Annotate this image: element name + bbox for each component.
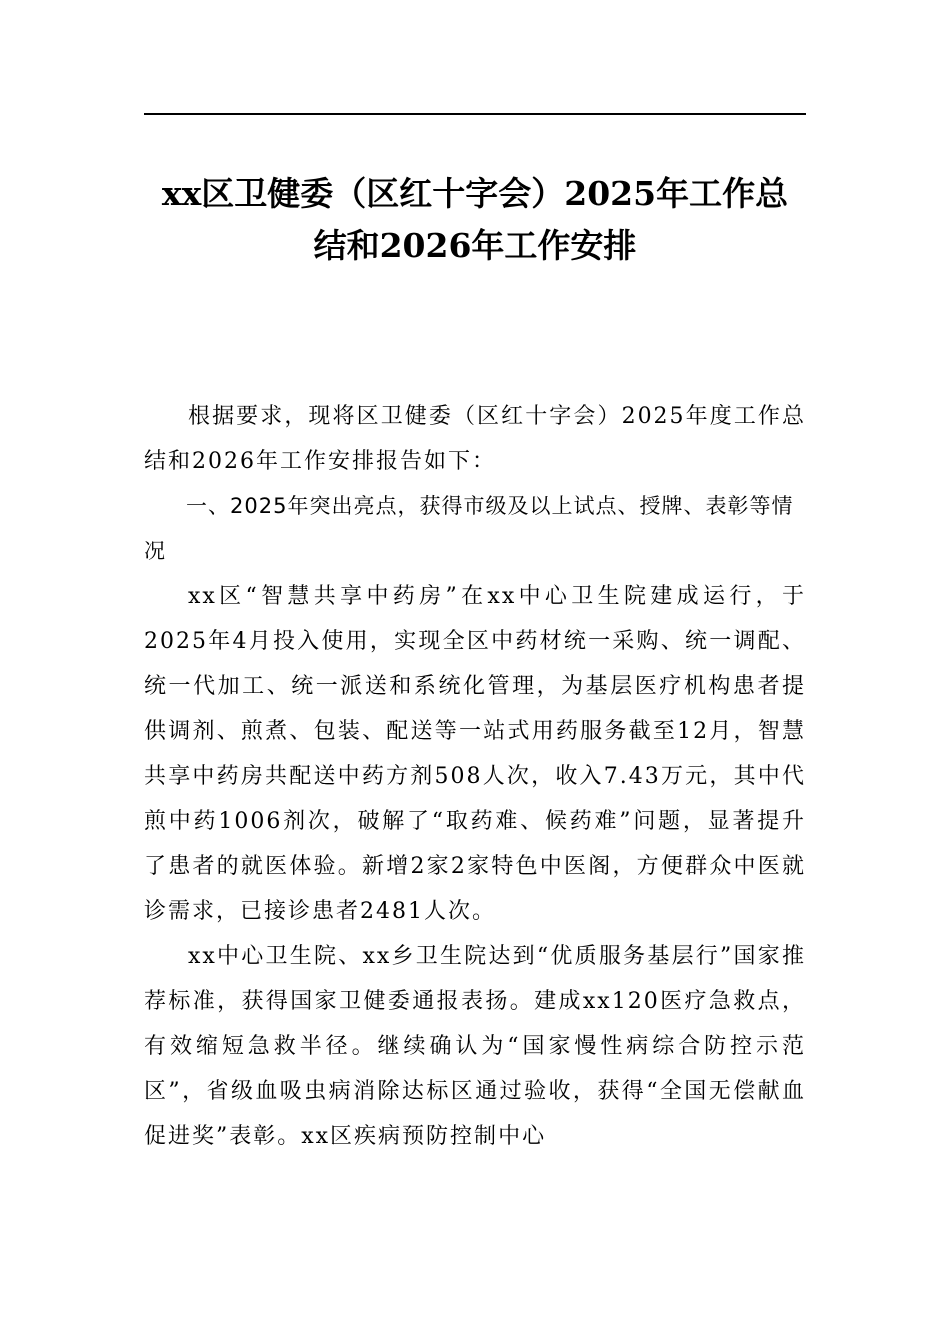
- body-paragraph-2: xx中心卫生院、xx乡卫生院达到“优质服务基层行”国家推荐标准，获得国家卫健委通报表扬。建成xx120医疗急救点，有效缩短急救半径。继续确认为“国家慢性病综合防控示范区”，省级血吸虫病消除达标区通过验收，获得“全国无偿献血促进奖”表彰。xx区疾病预防控制中心: [144, 944, 806, 1149]
- section-heading: 一、2025年突出亮点，获得市级及以上试点、授牌、表彰等情况: [144, 494, 794, 563]
- header-rule: [144, 113, 806, 115]
- document-body: [144, 394, 806, 1159]
- title-line-2: 结和2026年工作安排: [313, 226, 637, 265]
- intro-paragraph: 根据要求，现将区卫健委（区红十字会）2025年度工作总结和2026年工作安排报告如下：: [144, 404, 806, 474]
- document-title: [144, 168, 806, 272]
- body-paragraph-1: xx区“智慧共享中药房”在xx中心卫生院建成运行，于2025年4月投入使用，实现全区中药材统一采购、统一调配、统一代加工、统一派送和系统化管理，为基层医疗机构患者提供调剂、煎煮、包装、配送等一站式用药服务截至12月，智慧共享中药房共配送中药方剂508人次，收入7.43万元，其中代煎中药1006剂次，破解了“取药难、候药难”问题，显著提升了患者的就医体验。新增2家2家特色中医阁，方便群众中医就诊需求，已接诊患者2481人次。: [144, 584, 806, 924]
- title-line-1: xx区卫健委（区红十字会）2025年工作总: [161, 174, 789, 213]
